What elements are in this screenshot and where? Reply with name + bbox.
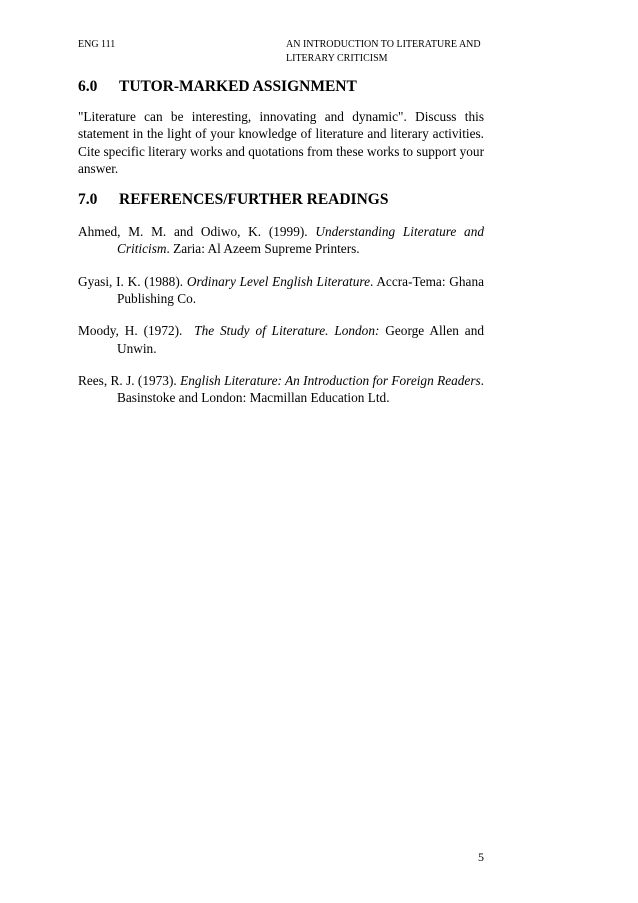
- reference-author: Rees, R. J. (1973).: [78, 372, 177, 388]
- reference-publisher: . Zaria: Al Azeem Supreme Printers.: [166, 241, 360, 257]
- assignment-section-number: 6.0: [78, 78, 98, 95]
- reference-author: Ahmed, M. M. and Odiwo, K. (1999).: [78, 224, 308, 240]
- reference-author: Gyasi, I. K. (1988).: [78, 273, 184, 289]
- reference-title: English Literature: An Introduction for Foreign Readers: [180, 372, 481, 388]
- reference-title: Ordinary Level English Literature: [186, 273, 370, 289]
- running-title: [286, 38, 496, 66]
- reference-item: [78, 372, 484, 407]
- references-heading: [78, 191, 484, 209]
- references-section-title: REFERENCES/FURTHER READINGS: [119, 191, 389, 209]
- assignment-section-title: TUTOR-MARKED ASSIGNMENT: [119, 78, 357, 95]
- course-code: ENG 111: [78, 39, 116, 50]
- reference-publisher: . Basinstoke and London: Macmillan Education Ltd.: [117, 372, 484, 406]
- reference-title: Understanding Literature and Criticism: [117, 224, 484, 257]
- reference-item: [78, 223, 484, 258]
- assignment-text: "Literature can be interesting, innovating and dynamic". Discuss this statement in the light of your knowledge of literature and literary activities. Cite specific literary works and quotations from these works to support your answer.: [78, 109, 484, 176]
- assignment-heading: [78, 78, 484, 96]
- reference-item: [78, 322, 484, 357]
- reference-author: Moody, H. (1972).: [78, 323, 183, 339]
- reference-publisher: George Allen and Unwin.: [117, 323, 484, 356]
- running-title-line-2: LITERARY CRITICISM: [286, 53, 388, 64]
- page-content: [78, 78, 484, 422]
- reference-title: The Study of Literature. London:: [194, 323, 380, 339]
- reference-item: [78, 273, 484, 308]
- reference-publisher: . Accra-Tema: Ghana Publishing Co.: [117, 273, 484, 307]
- running-title-line-1: AN INTRODUCTION TO LITERATURE AND: [286, 39, 481, 50]
- references-section-number: 7.0: [78, 191, 98, 209]
- reference-list: [78, 223, 484, 406]
- page-number: 5: [478, 850, 484, 864]
